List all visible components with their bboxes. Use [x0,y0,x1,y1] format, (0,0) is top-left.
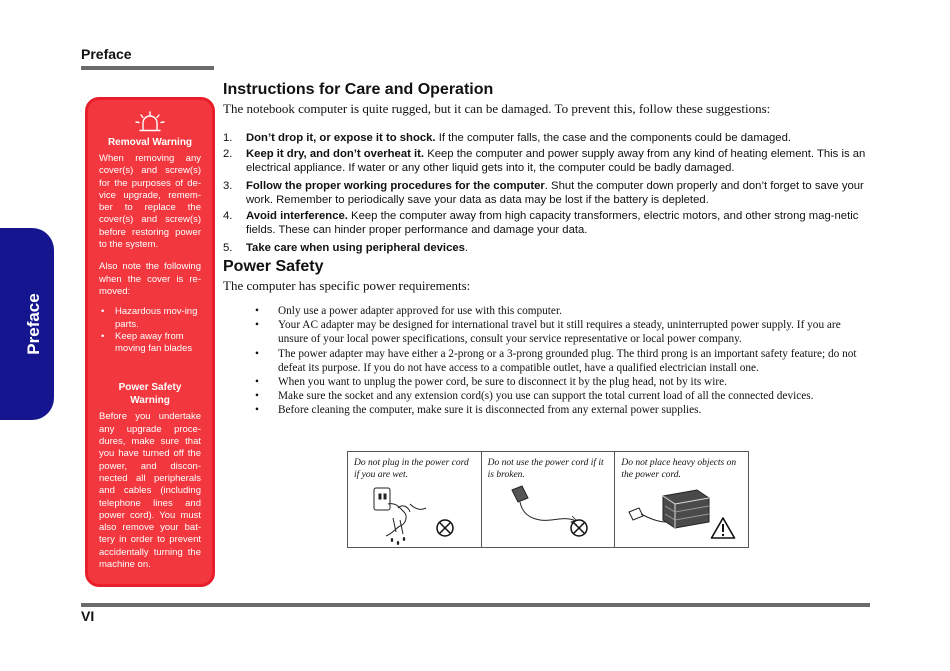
care-section-title: Instructions for Care and Operation [223,81,494,98]
prohibited-icon [569,518,589,538]
power-requirements-list [223,304,870,418]
step-heading: Follow the proper working procedures for the computer [246,180,545,192]
step-number: 3. [223,180,233,192]
step-heading: Don’t drop it, or expose it to shock. [246,132,436,144]
step-heading: Avoid interference. [246,210,348,222]
list-item: • Only use a power adapter approved for use with this computer. [255,304,870,318]
figure-caption: Do not plug in the power cord if you are wet. [354,458,469,480]
care-intro: The notebook computer is quite rugged, but it can be damaged. To prevent this, follow these suggestions: [223,101,771,116]
list-item: • Your AC adapter may be designed for international travel but it still requires a steady, uninterrupted power supply. If you are unsure of your local power specifications, consult your service representative or local power company. [255,318,870,346]
step-number: 5. [223,242,233,254]
power-intro: The computer has specific power requirements: [223,278,471,293]
cover-note-list [99,306,201,355]
list-item: • When you want to unplug the power cord, be sure to disconnect it by the plug head, not by its wire. [255,375,870,389]
power-section-title: Power Safety [223,258,324,275]
list-item: • Keep away from moving fan blades [99,331,201,356]
footer-rule [81,603,870,607]
warning-alarm-icon [133,110,167,134]
warning-box [85,97,215,587]
page-header-title: Preface [81,46,132,62]
figure-cell-broken-cord [481,452,615,547]
list-item: • Make sure the socket and any extension cord(s) you use can support the total current load of all the connected devices. [255,389,870,403]
power-safety-warning-text: Before you undertake any upgrade proce-dures, make sure that you have turned off the power, and discon-nected all peripherals and cables (including telephone lines and power cord). You must also remove your bat-tery in order to prevent accidentally turning the machine on. [99,411,201,571]
figure-caption: Do not place heavy objects on the power cord. [621,458,737,480]
page-number: VI [81,608,95,624]
cover-note-text: Also note the following when the cover is re-moved: [99,261,201,297]
step-number: 1. [223,132,233,144]
power-safety-warning-title: Power Safety Warning [118,382,182,407]
care-step [223,179,870,207]
main-content [223,80,870,418]
figure-cell-wet-hands [348,452,481,547]
care-step [223,209,870,237]
step-text: . Shut the computer down properly and don’t forget to save your work. Remember to periodically save your data as data may be lost if the battery is depleted. [246,180,864,206]
care-steps-list [223,131,870,255]
care-step [223,241,870,255]
step-heading: Take care when using peripheral devices [246,242,465,254]
prohibited-icon [435,518,455,538]
care-step [223,147,870,175]
list-item: • The power adapter may have either a 2-prong or a 3-prong grounded plug. The third prong is an important safety feature; do not defeat its purpose. If you do not have access to a compatible outlet, have a qualified electrician install one. [255,347,870,375]
power-safety-figure [347,451,749,548]
list-item: • Hazardous mov-ing parts. [99,306,201,331]
step-heading: Keep it dry, and don’t overheat it. [246,148,425,160]
step-number: 4. [223,210,233,222]
caution-triangle-icon [710,516,736,540]
removal-warning-text: When removing any cover(s) and screw(s) for the purposes of de-vice upgrade, remem-ber to replace the cover(s) and screw(s) before restoring power to the system. [99,153,201,251]
step-text: If the computer falls, the case and the components could be damaged. [435,132,792,144]
wet-hand-plug-illustration [348,482,481,548]
step-text: Keep the computer and power supply away from any kind of heating element. This is an electrical appliance. If water or any other liquid gets into it, the computer could be badly damaged. [246,148,866,174]
care-step [223,131,870,145]
list-item: • Before cleaning the computer, make sure it is disconnected from any external power supplies. [255,403,870,417]
figure-caption: Do not use the power cord if it is broken. [487,458,604,480]
broken-cord-illustration [482,482,615,548]
step-number: 2. [223,148,233,160]
side-tab-label: Preface [24,293,43,355]
step-text: . [464,242,469,254]
header-rule [81,66,214,70]
removal-warning-title: Removal Warning [107,137,193,148]
figure-cell-heavy-objects [614,452,748,547]
step-text: Keep the computer away from high capacity transformers, electric motors, and other strong mag-netic fields. These can hinder proper performance and damage your data. [246,210,859,236]
